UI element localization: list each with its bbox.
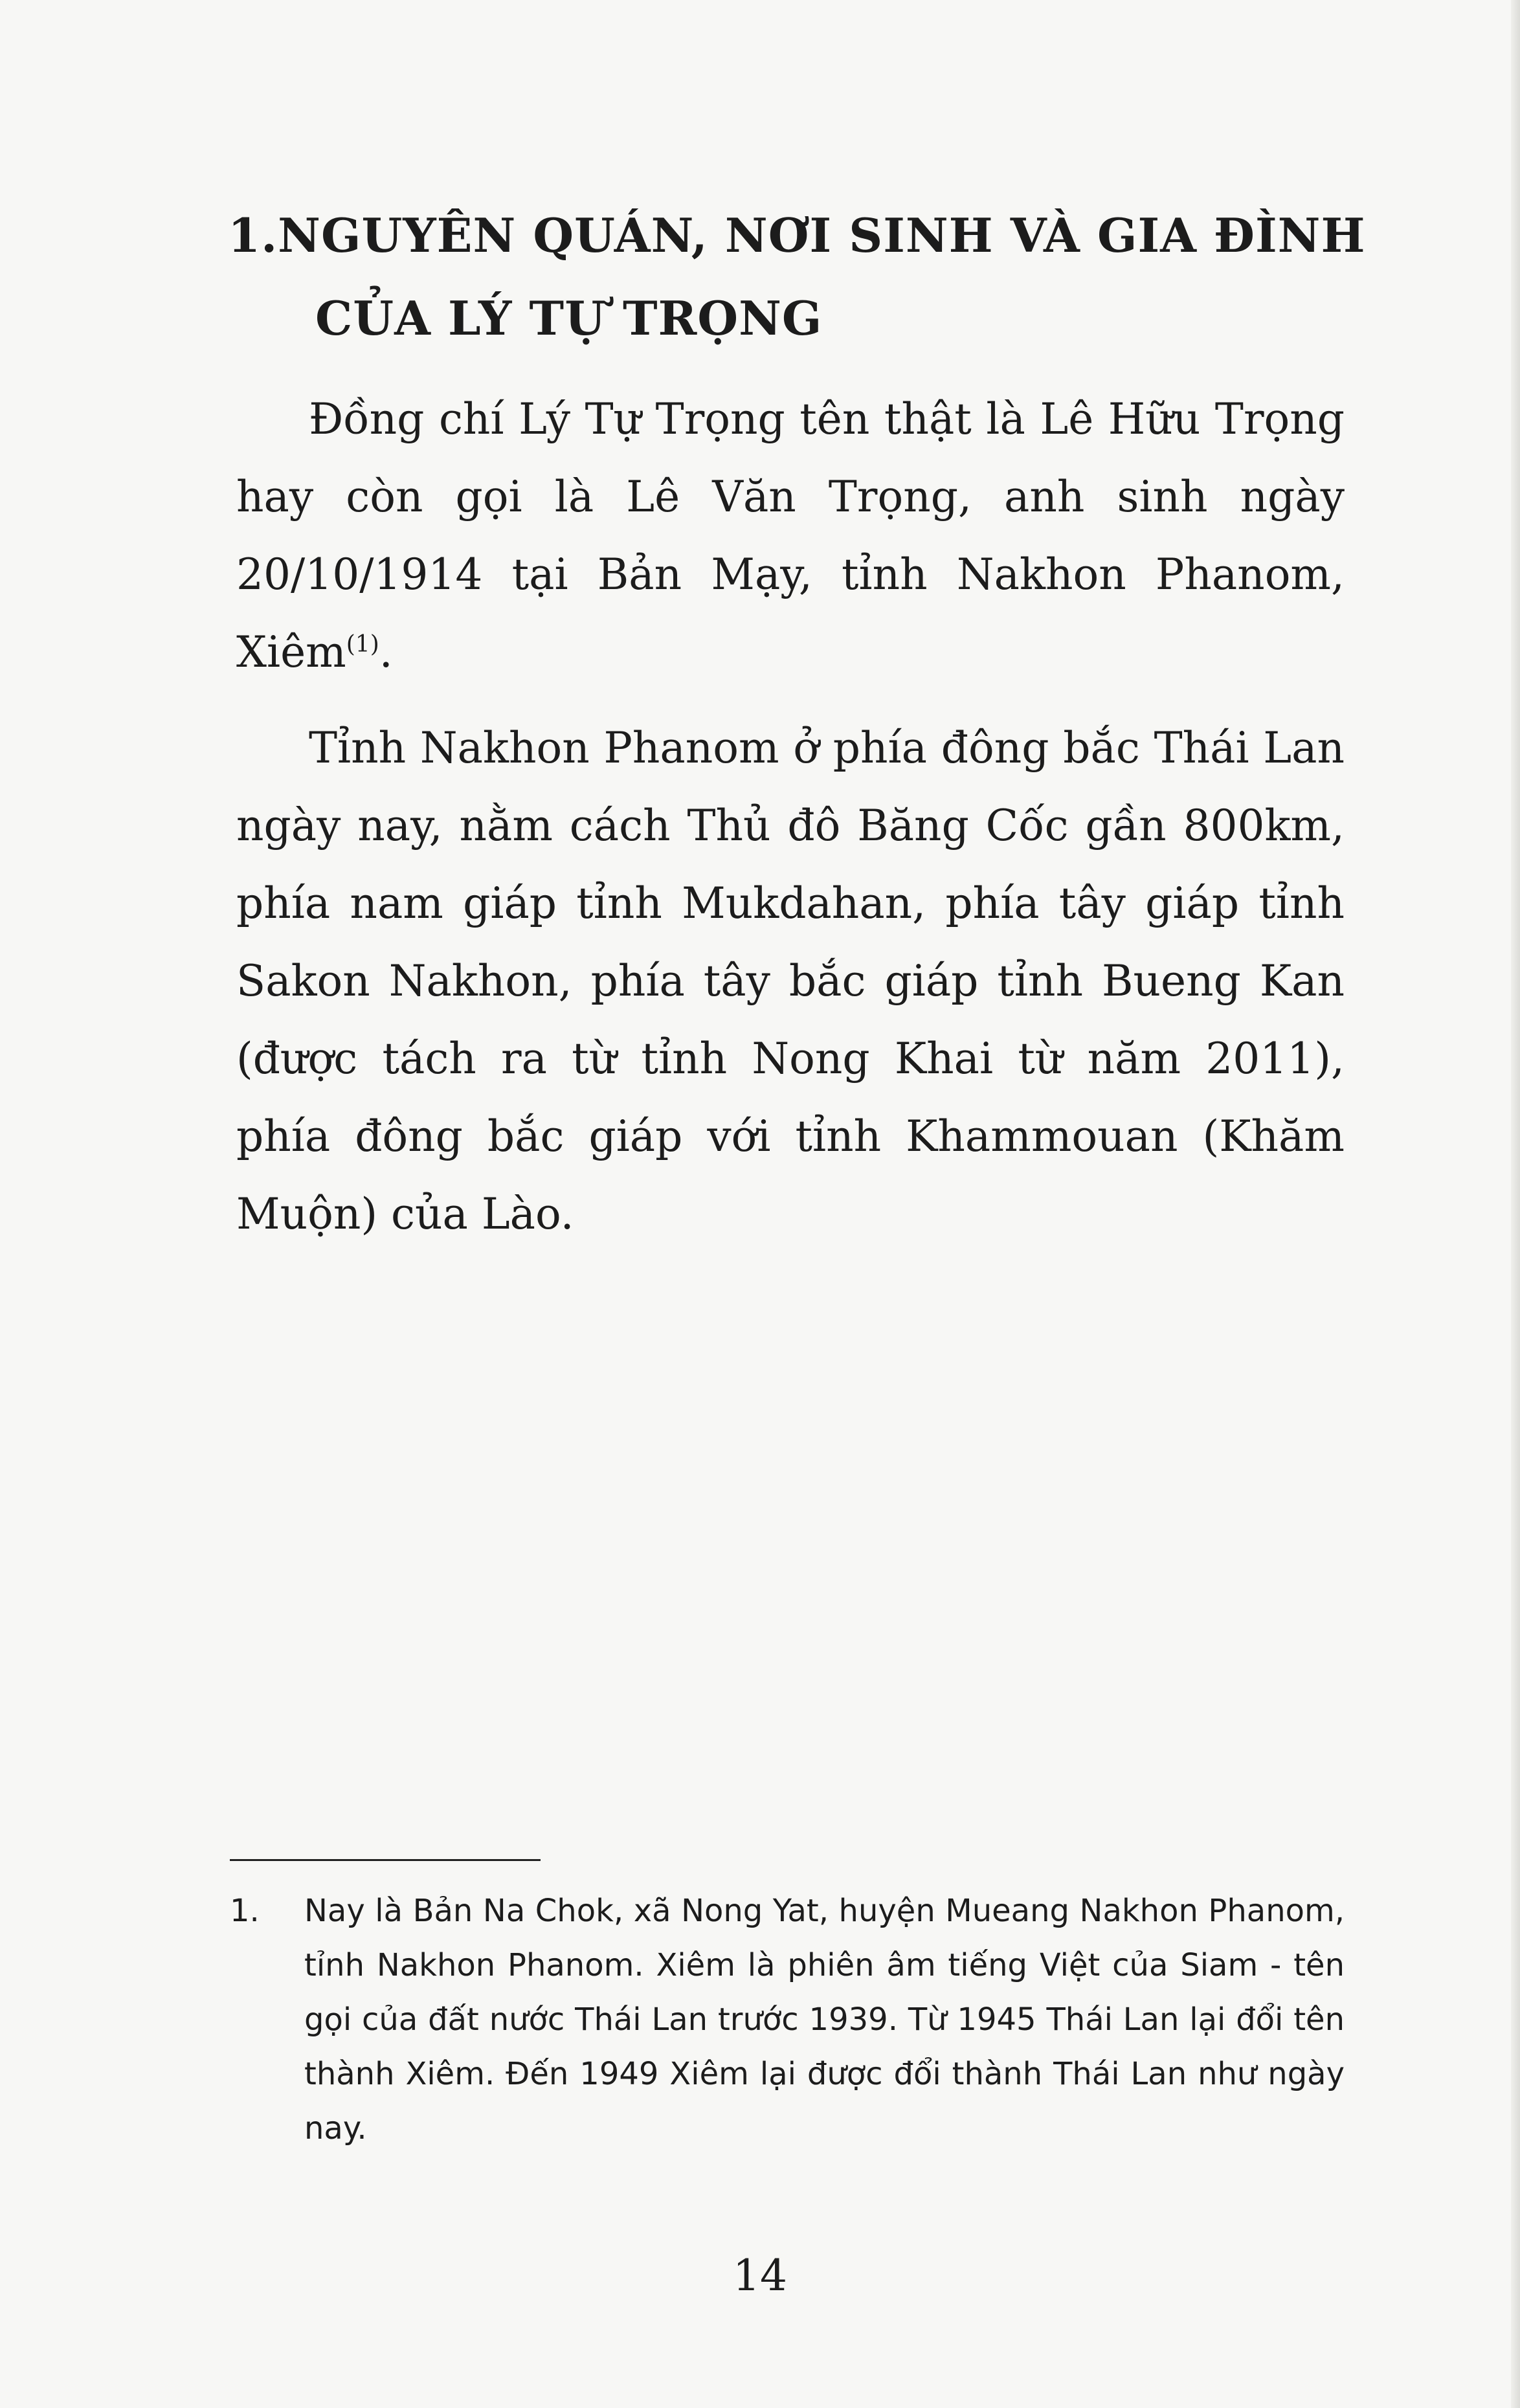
footnote-ref: (1) bbox=[346, 631, 379, 658]
footnote-divider bbox=[230, 1859, 541, 1861]
paragraph-1-end: . bbox=[379, 627, 393, 677]
heading-title-line-1: NGUYÊN QUÁN, NƠI SINH VÀ GIA ĐÌNH bbox=[278, 208, 1366, 263]
heading-title-line-2: CỦA LÝ TỰ TRỌNG bbox=[315, 291, 823, 346]
heading-number: 1. bbox=[228, 208, 278, 263]
paragraph-2-text: Tỉnh Nakhon Phanom ở phía đông bắc Thái Lan ngày nay, nằm cách Thủ đô Băng Cốc gần 800km, phía nam giáp tỉnh Mukdahan, phía tây giáp tỉnh Sakon Nakhon, phía tây bắc giáp tỉnh Bueng Kan (được tách ra từ tỉnh Nong Khai từ năm 2011), phía đông bắc giáp với tỉnh Khammouan (Khăm Muộn) của Lào. bbox=[236, 723, 1345, 1239]
footnote bbox=[230, 1884, 1345, 2156]
footnote-number: 1. bbox=[230, 1893, 260, 1929]
paragraph-1-text: Đồng chí Lý Tự Trọng tên thật là Lê Hữu Trọng hay còn gọi là Lê Văn Trọng, anh sinh ngày 20/10/1914 tại Bản Mạy, tỉnh Nakhon Phanom, Xiêm bbox=[236, 394, 1345, 677]
page-number: 14 bbox=[733, 2251, 787, 2301]
heading-line-1 bbox=[228, 194, 1366, 277]
page-edge bbox=[1511, 0, 1520, 2408]
footnote-text: Nay là Bản Na Chok, xã Nong Yat, huyện Mueang Nakhon Phanom, tỉnh Nakhon Phanom. Xiêm là phiên âm tiếng Việt của Siam - tên gọi của đất nước Thái Lan trước 1939. Từ 1945 Thái Lan lại đổi tên thành Xiêm. Đến 1949 Xiêm lại được đổi thành Thái Lan như ngày nay. bbox=[304, 1893, 1345, 2146]
section-heading bbox=[228, 194, 1366, 360]
paragraph-2 bbox=[236, 709, 1345, 1253]
body-text bbox=[236, 381, 1345, 1271]
paragraph-1 bbox=[236, 381, 1345, 691]
